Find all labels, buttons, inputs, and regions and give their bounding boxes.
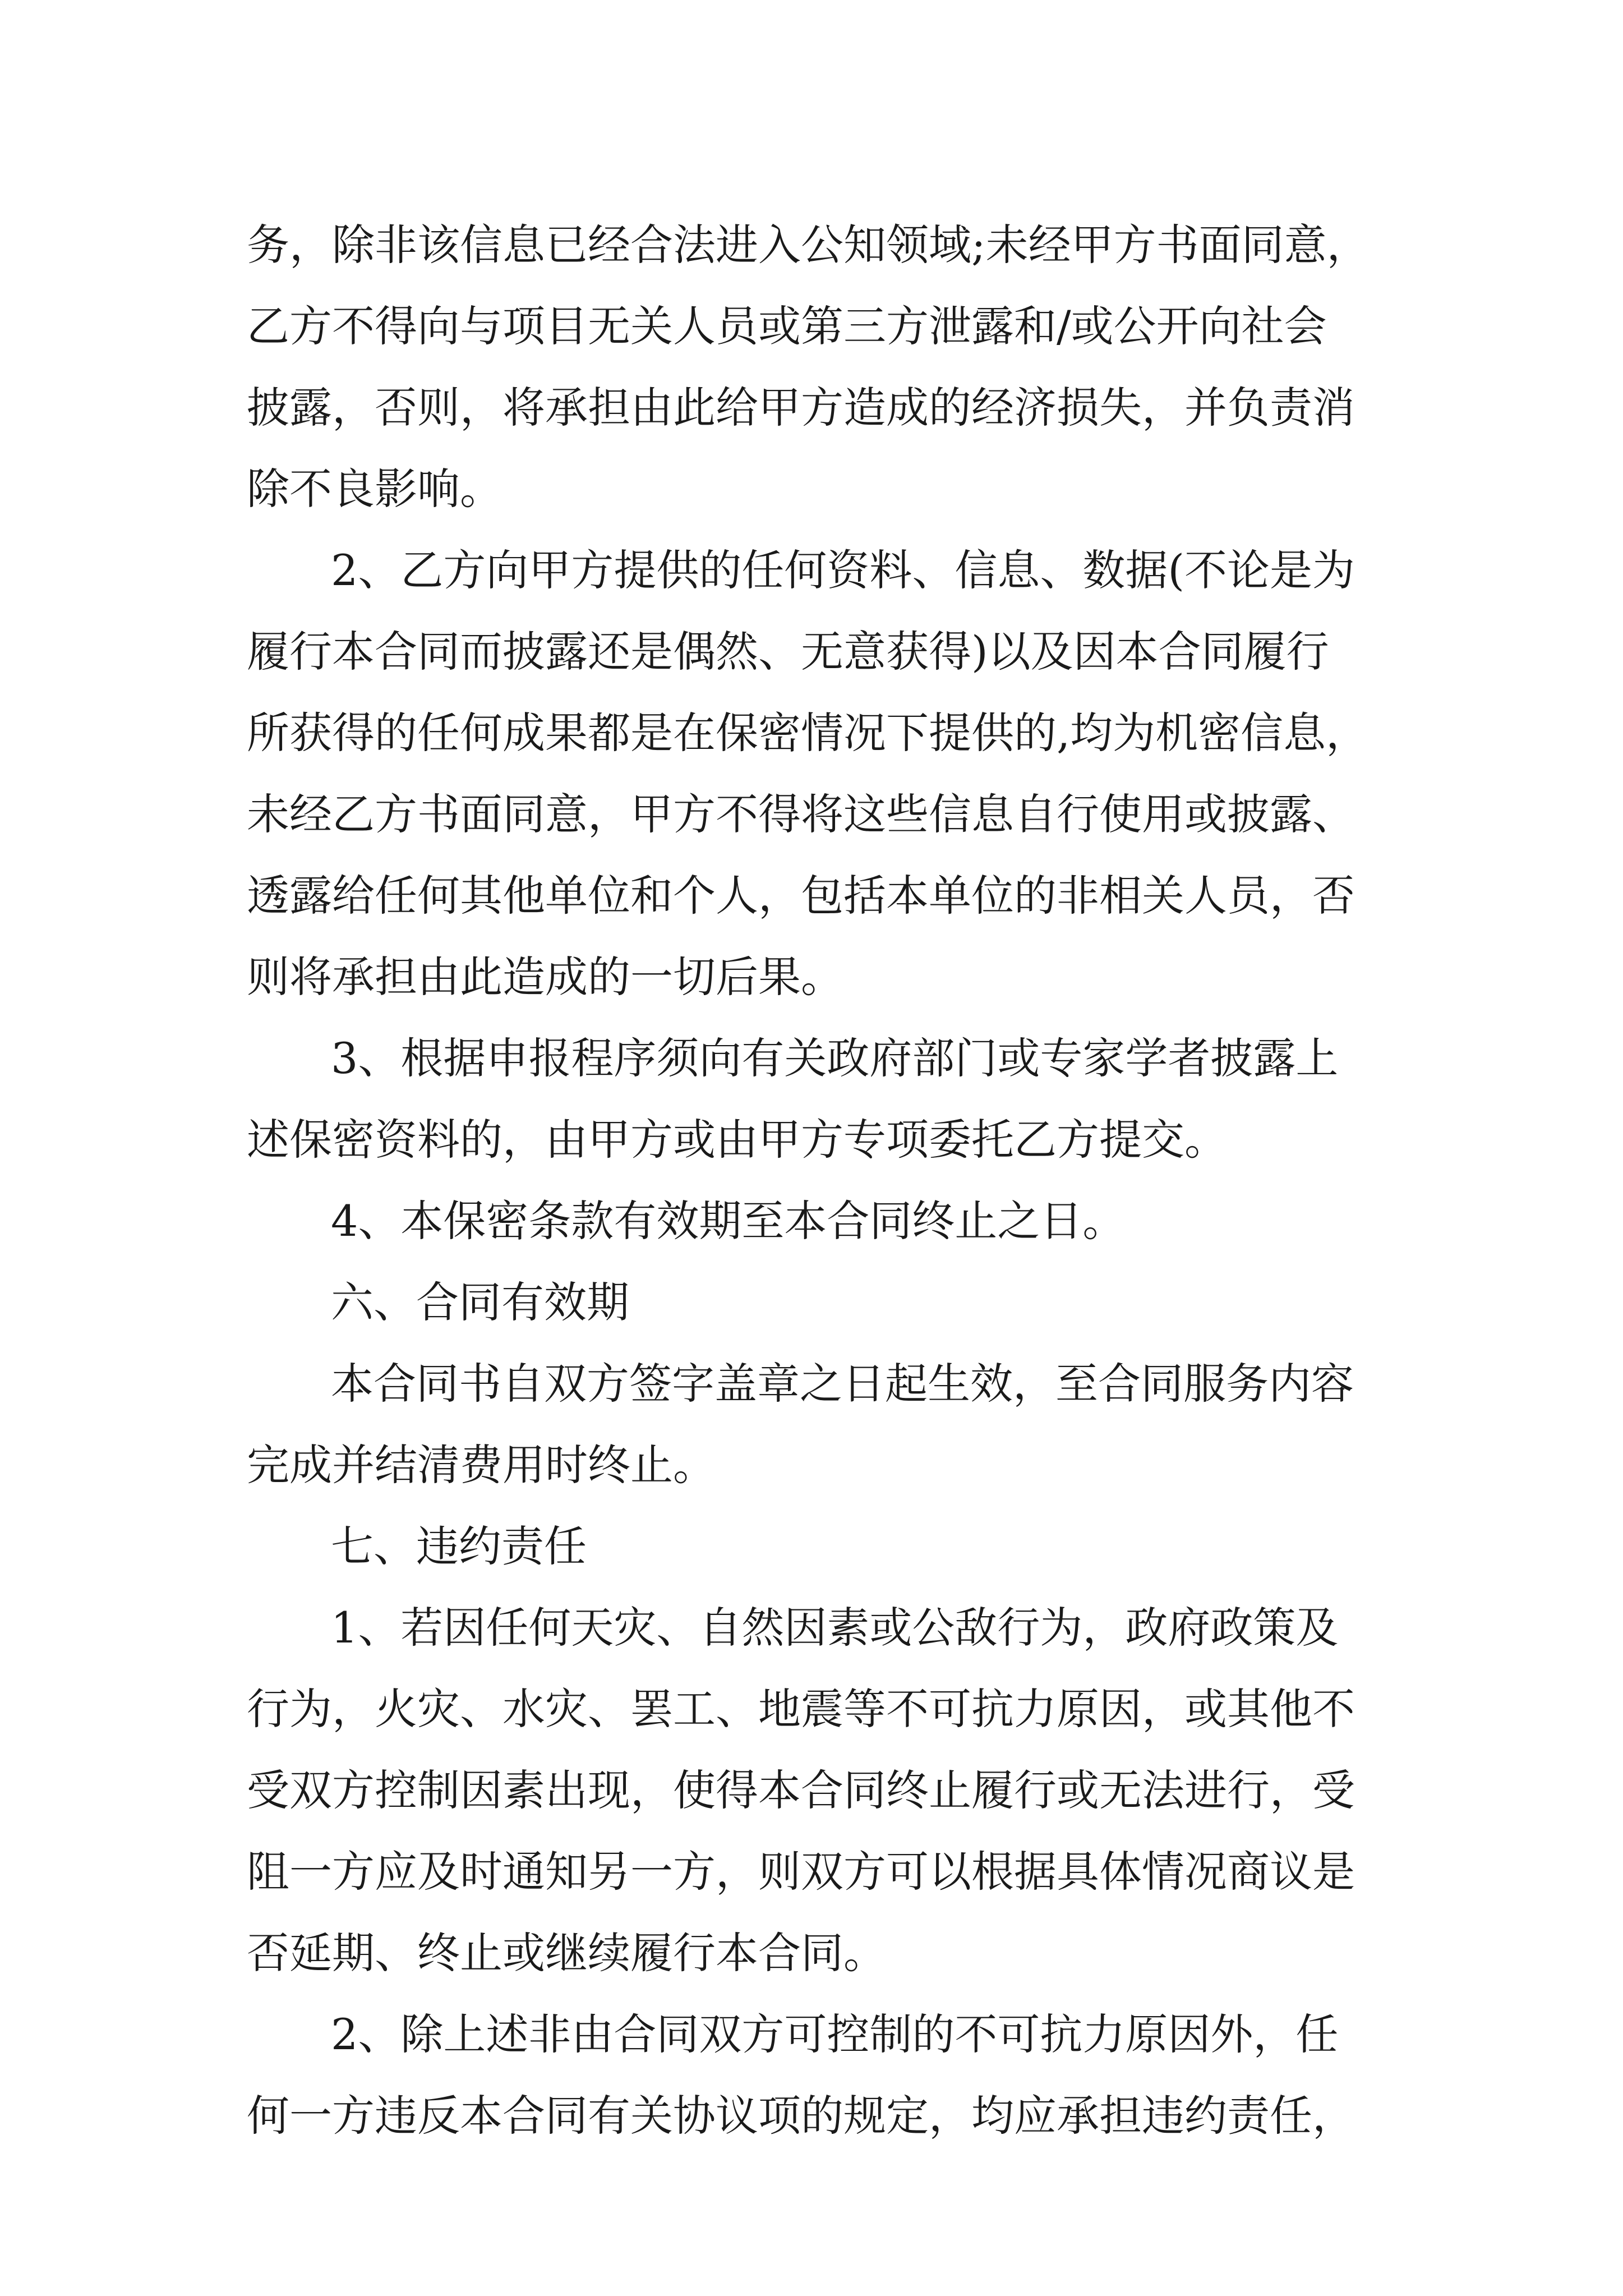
paragraph-start-line: 4、本保密条款有效期至本合同终止之日。 bbox=[331, 1196, 1126, 1246]
text-line: 否延期、终止或继续履行本合同。 bbox=[247, 1928, 886, 1978]
text-line: 乙方不得向与项目无关人员或第三方泄露和/或公开向社会 bbox=[247, 301, 1327, 351]
text-line: 披露，否则，将承担由此给甲方造成的经济损失，并负责消 bbox=[247, 383, 1355, 432]
paragraph-start-line: 3、根据申报程序须向有关政府部门或专家学者披露上 bbox=[331, 1033, 1339, 1083]
text-line: 完成并结清费用时终止。 bbox=[247, 1440, 716, 1490]
paragraph-start-line: 2、乙方向甲方提供的任何资料、信息、数据(不论是为 bbox=[331, 545, 1355, 595]
text-line: 行为，火灾、水灾、罢工、地震等不可抗力原因，或其他不 bbox=[247, 1684, 1355, 1734]
text-line: 透露给任何其他单位和个人，包括本单位的非相关人员，否 bbox=[247, 871, 1355, 921]
section-heading: 六、合同有效期 bbox=[331, 1277, 629, 1327]
text-line: 述保密资料的，由甲方或由甲方专项委托乙方提交。 bbox=[247, 1115, 1227, 1165]
section-heading: 七、违约责任 bbox=[331, 1521, 587, 1571]
paragraph-start-line: 本合同书自双方签字盖章之日起生效，至合同服务内容 bbox=[331, 1359, 1354, 1409]
text-line: 务，除非该信息已经合法进入公知领域;未经甲方书面同意， bbox=[247, 220, 1370, 270]
text-line: 则将承担由此造成的一切后果。 bbox=[247, 952, 843, 1002]
paragraph-start-line: 2、除上述非由合同双方可控制的不可抗力原因外，任 bbox=[331, 2009, 1339, 2059]
paragraph-start-line: 1、若因任何天灾、自然因素或公敌行为，政府政策及 bbox=[331, 1603, 1339, 1653]
text-line: 履行本合同而披露还是偶然、无意获得)以及因本合同履行 bbox=[247, 627, 1329, 677]
text-line: 未经乙方书面同意，甲方不得将这些信息自行使用或披露、 bbox=[247, 789, 1355, 839]
text-line: 除不良影响。 bbox=[247, 464, 502, 514]
text-line: 何一方违反本合同有关协议项的规定，均应承担违约责任， bbox=[247, 2091, 1355, 2141]
text-line: 受双方控制因素出现，使得本合同终止履行或无法进行，受 bbox=[247, 1765, 1355, 1815]
text-line: 阻一方应及时通知另一方，则双方可以根据具体情况商议是 bbox=[247, 1847, 1355, 1897]
text-line: 所获得的任何成果都是在保密情况下提供的,均为机密信息， bbox=[247, 708, 1369, 758]
